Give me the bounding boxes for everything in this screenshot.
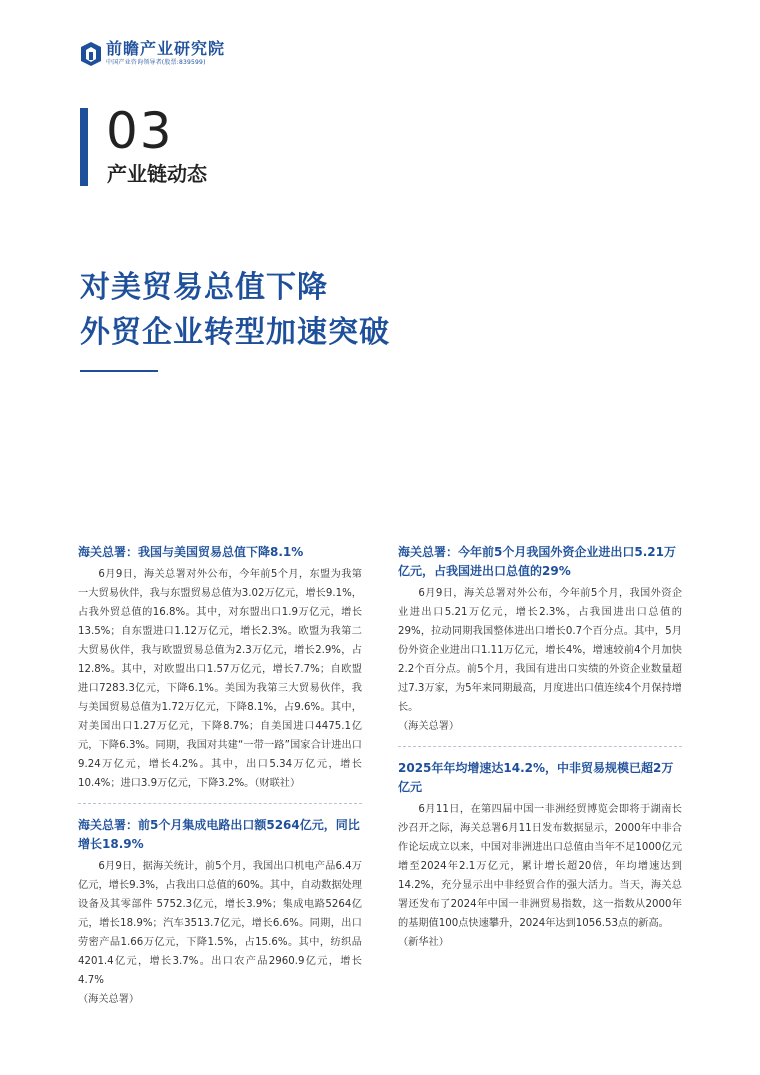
article-body: 6月9日，海关总署对外公布，今年前5个月，我国外资企业进出口5.21万亿元，增长2.3%，占我国进出口总值的29%，拉动同期我国整体进出口增长0.7个百分点。其中，5月份外资企业进出口1.11万亿元，增长4%，增速较前4个月加快2.2个百分点。前5个月，我国有进出口实绩的外资企业数量超过7.3万家，为5年来同期最高，月度进出口值连续4个月保持增长。 <box>398 588 682 713</box>
logo-name: 前瞻产业研究院 <box>106 39 226 58</box>
article-body: 6月11日，在第四届中国一非洲经贸博览会即将于湖南长沙召开之际，海关总署6月11日发布数据显示，2000年中非合作论坛成立以来，中国对非洲进出口总值由当年不足1000亿元增至2024年2.1万亿元，累计增长超20倍，年均增速达到14.2%，充分显示出中非经贸合作的强大活力。当天，海关总署还发布了2024年中国一非洲贸易指数，这一指数从2000年的基期值100点快速攀升，2024年达到1056.53点的新高。 <box>398 804 682 929</box>
brand-logo <box>80 40 225 67</box>
article-body: 6月9日，据海关统计，前5个月，我国出口机电产品6.4万亿元，增长9.3%，占我出口总值的60%。其中，自动数据处理设备及其零部件 5752.3亿元，增长3.9%；集成电路5264亿元，增长18.9%；汽车3513.7亿元，增长6.6%。同期，出口劳密产品1.66万亿元，下降1.5%，占15.6%。其中，纺织品4201.4亿元，增长3.7%。出口农产品2960.9亿元，增长4.7% <box>78 861 362 986</box>
article-source: （新华社） <box>398 937 449 948</box>
article <box>398 543 682 736</box>
article-title: 海关总署：今年前5个月我国外资企业进出口5.21万亿元，占我国进出口总值的29% <box>398 545 676 578</box>
article-title: 2025年年均增速达14.2%，中非贸易规模已超2万亿元 <box>398 761 674 794</box>
article <box>398 759 682 952</box>
logo-subtitle: 中国产业咨询领导者(股票:839599) <box>106 59 206 66</box>
article-body: 6月9日，海关总署对外公布，今年前5个月，东盟为我第一大贸易伙伴，我与东盟贸易总值为3.02万亿元，增长9.1%，占我外贸总值的16.8%。其中，对东盟出口1.9万亿元，增长13.5%；自东盟进口1.12万亿元，增长2.3%。欧盟为我第二大贸易伙伴，我与欧盟贸易总值为2.3万亿元，增长2.9%，占12.8%。其中，对欧盟出口1.57万亿元，增长7.7%；自欧盟进口7283.3亿元，下降6.1%。美国为我第三大贸易伙伴，我与美国贸易总值为1.72万亿元，下降8.1%，占9.6%。其中，对美国出口1.27万亿元，下降8.7%；自美国进口4475.1亿元，下降6.3%。同期，我国对共建“一带一路”国家合计进出口9.24万亿元，增长4.2%。其中，出口5.34万亿元，增长10.4%；进口3.9万亿元，下降3.2%。（财联社） <box>78 569 362 789</box>
section-number: 03 <box>106 102 174 160</box>
headline-underline <box>80 370 158 372</box>
article-title: 海关总署：前5个月集成电路出口额5264亿元，同比增长18.9% <box>78 818 360 851</box>
article <box>78 543 362 793</box>
article-source: （海关总署） <box>398 721 460 732</box>
headline-line-2: 外贸企业转型加速突破 <box>80 315 390 350</box>
article-source: （海关总署） <box>78 994 140 1005</box>
right-column <box>398 543 682 952</box>
article-divider <box>398 746 682 747</box>
article <box>78 816 362 1009</box>
article-title: 海关总署：我国与美国贸易总值下降8.1% <box>78 545 304 559</box>
headline-line-1: 对美贸易总值下降 <box>80 270 328 305</box>
section-title: 产业链动态 <box>107 162 207 186</box>
left-column <box>78 543 362 1009</box>
logo-mark-icon <box>80 41 102 67</box>
section-accent-bar <box>80 108 88 186</box>
article-divider <box>78 803 362 804</box>
